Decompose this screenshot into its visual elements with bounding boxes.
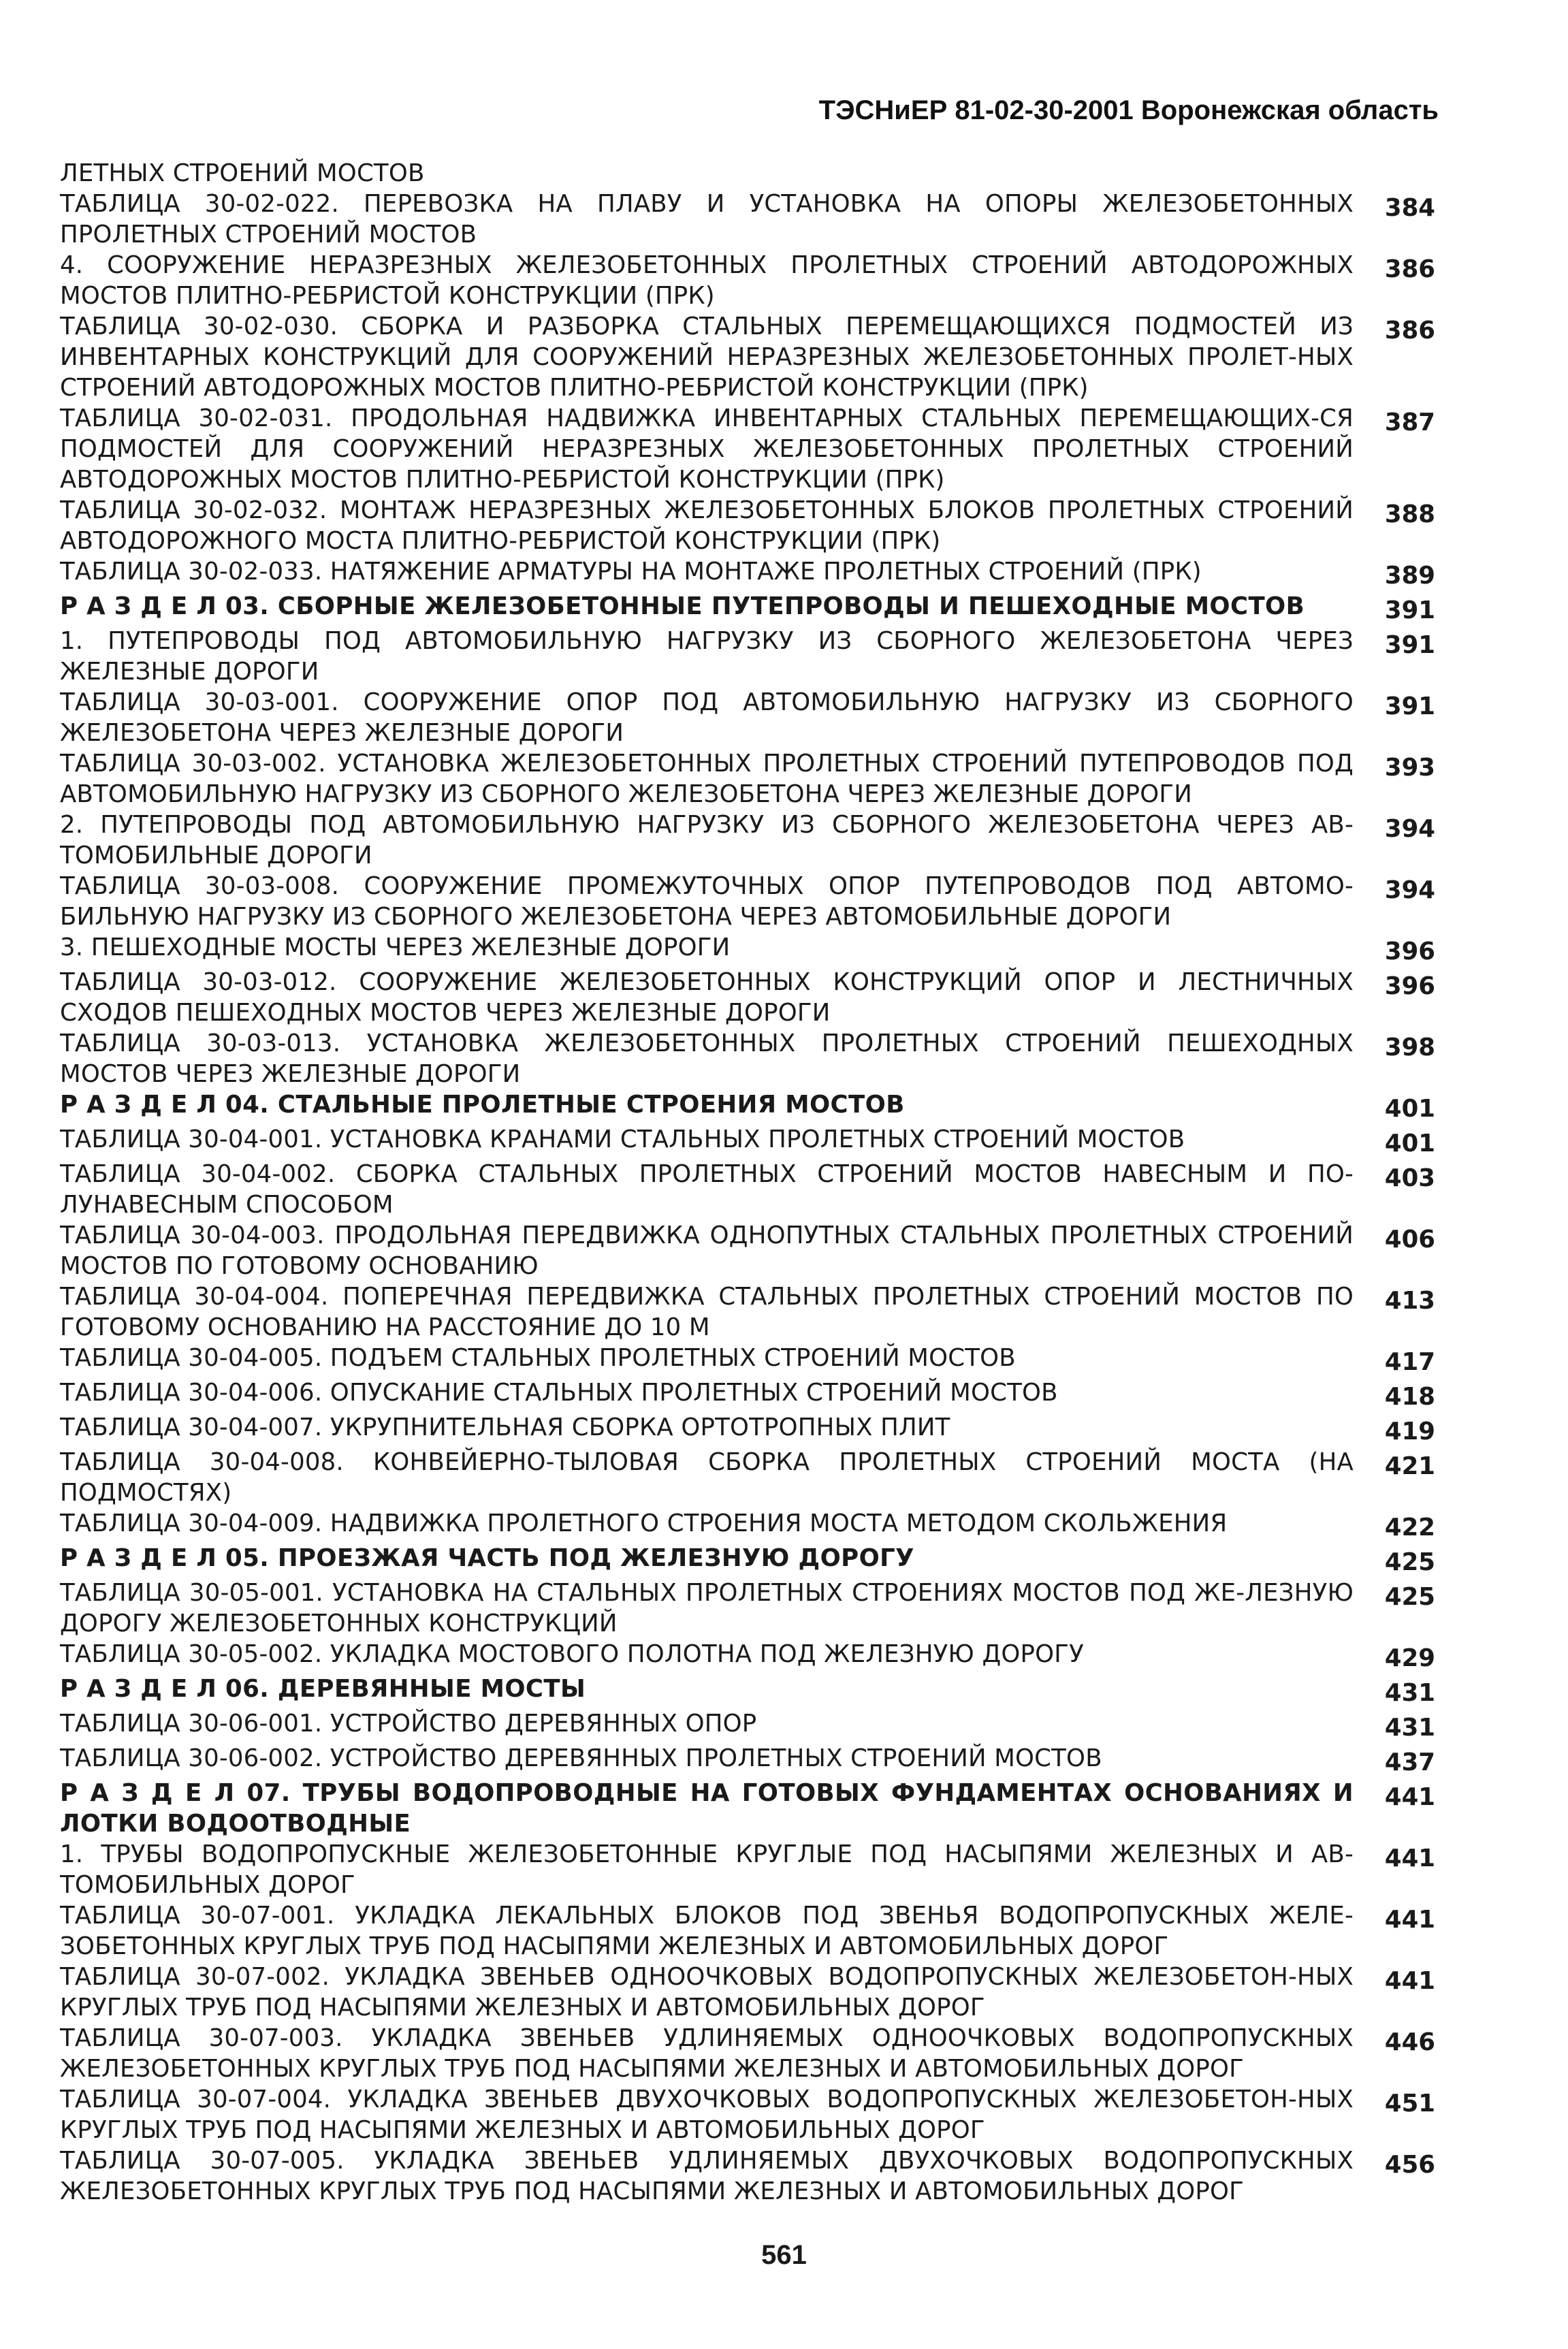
- toc-entry: [60, 967, 1435, 1028]
- toc-entry-page: 425: [1384, 1583, 1435, 1611]
- toc-entry: [60, 626, 1435, 687]
- toc-entry-page: 451: [1384, 2090, 1435, 2118]
- toc-entry-page: 386: [1384, 255, 1435, 283]
- toc-entry: [60, 810, 1435, 871]
- toc-entry: [60, 1508, 1435, 1543]
- toc-entry-title: ТАБЛИЦА 30-03-002. УСТАНОВКА ЖЕЛЕЗОБЕТОННЫХ ПРОЛЕТНЫХ СТРОЕНИЙ ПУТЕПРОВОДОВ ПОД АВТОМОБИЛЬНУЮ НАГРУЗКУ ИЗ СБОРНОГО ЖЕЛЕЗОБЕТОНА ЧЕРЕЗ ЖЕЛЕЗНЫЕ ДОРОГИ: [60, 750, 1354, 808]
- toc-entry: [60, 1839, 1435, 1900]
- toc-section-entry: [60, 1778, 1435, 1839]
- toc-entry-title: ТАБЛИЦА 30-04-008. КОНВЕЙЕРНО-ТЫЛОВАЯ СБОРКА ПРОЛЕТНЫХ СТРОЕНИЙ МОСТА (НА ПОДМОСТЯХ): [60, 1448, 1354, 1507]
- table-of-contents: [60, 158, 1435, 2207]
- toc-entry-title: ТАБЛИЦА 30-04-002. СБОРКА СТАЛЬНЫХ ПРОЛЕТНЫХ СТРОЕНИЙ МОСТОВ НАВЕСНЫМ И ПО-ЛУНАВЕСНЫМ СПОСОБОМ: [60, 1160, 1354, 1219]
- toc-entry-page: 391: [1384, 631, 1435, 659]
- toc-entry-title: ТАБЛИЦА 30-04-005. ПОДЪЕМ СТАЛЬНЫХ ПРОЛЕТНЫХ СТРОЕНИЙ МОСТОВ: [60, 1344, 1016, 1372]
- toc-entry: [60, 871, 1435, 932]
- toc-entry: [60, 1447, 1435, 1508]
- toc-entry-title: ТАБЛИЦА 30-07-003. УКЛАДКА ЗВЕНЬЕВ УДЛИНЯЕМЫХ ОДНООЧКОВЫХ ВОДОПРОПУСКНЫХ ЖЕЛЕЗОБЕТОННЫХ КРУГЛЫХ ТРУБ ПОД НАСЫПЯМИ ЖЕЛЕЗНЫХ И АВТОМОБИЛЬНЫХ ДОРОГ: [60, 2024, 1354, 2083]
- toc-entry: [60, 158, 1435, 189]
- toc-entry: [60, 1962, 1435, 2023]
- page-number: 561: [761, 2240, 807, 2270]
- toc-entry: [60, 1159, 1435, 1220]
- toc-entry: [60, 556, 1435, 591]
- toc-entry: [60, 1377, 1435, 1412]
- document-header: ТЭСНиЕР 81-02-30-2001 Воронежская область: [818, 95, 1439, 125]
- toc-entry-title: ТАБЛИЦА 30-07-002. УКЛАДКА ЗВЕНЬЕВ ОДНООЧКОВЫХ ВОДОПРОПУСКНЫХ ЖЕЛЕЗОБЕТОН-НЫХ КРУГЛЫХ ТРУБ ПОД НАСЫПЯМИ ЖЕЛЕЗНЫХ И АВТОМОБИЛЬНЫХ ДОРОГ: [60, 1963, 1354, 2022]
- toc-entry-title: ТАБЛИЦА 30-03-001. СООРУЖЕНИЕ ОПОР ПОД АВТОМОБИЛЬНУЮ НАГРУЗКУ ИЗ СБОРНОГО ЖЕЛЕЗОБЕТОНА ЧЕРЕЗ ЖЕЛЕЗНЫЕ ДОРОГИ: [60, 688, 1354, 747]
- toc-entry-page: 446: [1384, 2028, 1435, 2056]
- toc-entry-title: 4. СООРУЖЕНИЕ НЕРАЗРЕЗНЫХ ЖЕЛЕЗОБЕТОННЫХ ПРОЛЕТНЫХ СТРОЕНИЙ АВТОДОРОЖНЫХ МОСТОВ ПЛИТНО-РЕБРИСТОЙ КОНСТРУКЦИИ (ПРК): [60, 251, 1354, 310]
- toc-entry: [60, 1639, 1435, 1674]
- toc-entry-page: 441: [1384, 1783, 1435, 1811]
- toc-entry-page: 388: [1384, 500, 1435, 528]
- toc-entry: [60, 932, 1435, 967]
- toc-entry-title: ТАБЛИЦА 30-04-007. УКРУПНИТЕЛЬНАЯ СБОРКА ОРТОТРОПНЫХ ПЛИТ: [60, 1413, 950, 1441]
- toc-entry-page: 394: [1384, 815, 1435, 843]
- toc-entry-page: 413: [1384, 1287, 1435, 1315]
- toc-entry-title: ТАБЛИЦА 30-04-001. УСТАНОВКА КРАНАМИ СТАЛЬНЫХ ПРОЛЕТНЫХ СТРОЕНИЙ МОСТОВ: [60, 1125, 1185, 1153]
- toc-section-entry: [60, 591, 1435, 626]
- toc-entry: [60, 1708, 1435, 1743]
- toc-entry-page: 391: [1384, 692, 1435, 720]
- toc-entry-title: Р А З Д Е Л 04. СТАЛЬНЫЕ ПРОЛЕТНЫЕ СТРОЕНИЯ МОСТОВ: [60, 1091, 905, 1119]
- toc-entry-page: 431: [1384, 1714, 1435, 1742]
- toc-entry-title: Р А З Д Е Л 06. ДЕРЕВЯННЫЕ МОСТЫ: [60, 1675, 586, 1703]
- toc-entry-page: 384: [1384, 194, 1435, 222]
- toc-entry-page: 421: [1384, 1452, 1435, 1480]
- toc-entry-title: ТАБЛИЦА 30-04-004. ПОПЕРЕЧНАЯ ПЕРЕДВИЖКА СТАЛЬНЫХ ПРОЛЕТНЫХ СТРОЕНИЙ МОСТОВ ПО ГОТОВОМУ ОСНОВАНИЮ НА РАССТОЯНИЕ ДО 10 М: [60, 1283, 1354, 1341]
- toc-entry-title: ТАБЛИЦА 30-02-031. ПРОДОЛЬНАЯ НАДВИЖКА ИНВЕНТАРНЫХ СТАЛЬНЫХ ПЕРЕМЕЩАЮЩИХ-СЯ ПОДМОСТЕЙ ДЛЯ СООРУЖЕНИЙ НЕРАЗРЕЗНЫХ ЖЕЛЕЗОБЕТОННЫХ ПРОЛЕТНЫХ СТРОЕНИЙ АВТОДОРОЖНЫХ МОСТОВ ПЛИТНО-РЕБРИСТОЙ КОНСТРУКЦИИ (ПРК): [60, 404, 1354, 494]
- toc-entry-title: Р А З Д Е Л 07. ТРУБЫ ВОДОПРОВОДНЫЕ НА ГОТОВЫХ ФУНДАМЕНТАХ ОСНОВАНИЯХ И ЛОТКИ ВОДООТВОДНЫЕ: [60, 1779, 1354, 1838]
- toc-entry: [60, 1343, 1435, 1377]
- toc-entry-title: ТАБЛИЦА 30-03-008. СООРУЖЕНИЕ ПРОМЕЖУТОЧНЫХ ОПОР ПУТЕПРОВОДОВ ПОД АВТОМО-БИЛЬНУЮ НАГРУЗКУ ИЗ СБОРНОГО ЖЕЛЕЗОБЕТОНА ЧЕРЕЗ АВТОМОБИЛЬНЫЕ ДОРОГИ: [60, 872, 1354, 931]
- toc-entry: [60, 250, 1435, 311]
- toc-entry-title: ТАБЛИЦА 30-02-022. ПЕРЕВОЗКА НА ПЛАВУ И УСТАНОВКА НА ОПОРЫ ЖЕЛЕЗОБЕТОННЫХ ПРОЛЕТНЫХ СТРОЕНИЙ МОСТОВ: [60, 190, 1354, 249]
- toc-entry: [60, 189, 1435, 250]
- toc-entry-page: 401: [1384, 1130, 1435, 1157]
- toc-entry: [60, 2145, 1435, 2207]
- toc-entry-page: 419: [1384, 1418, 1435, 1445]
- toc-entry-title: Р А З Д Е Л 03. СБОРНЫЕ ЖЕЛЕЗОБЕТОННЫЕ ПУТЕПРОВОДЫ И ПЕШЕХОДНЫЕ МОСТОВ: [60, 592, 1305, 620]
- toc-section-entry: [60, 1543, 1435, 1578]
- toc-entry-title: ТАБЛИЦА 30-07-001. УКЛАДКА ЛЕКАЛЬНЫХ БЛОКОВ ПОД ЗВЕНЬЯ ВОДОПРОПУСКНЫХ ЖЕЛЕ-ЗОБЕТОННЫХ КРУГЛЫХ ТРУБ ПОД НАСЫПЯМИ ЖЕЛЕЗНЫХ И АВТОМОБИЛЬНЫХ ДОРОГ: [60, 1902, 1354, 1960]
- toc-entry: [60, 1124, 1435, 1159]
- toc-entry-title: ТАБЛИЦА 30-02-030. СБОРКА И РАЗБОРКА СТАЛЬНЫХ ПЕРЕМЕЩАЮЩИХСЯ ПОДМОСТЕЙ ИЗ ИНВЕНТАРНЫХ КОНСТРУКЦИЙ ДЛЯ СООРУЖЕНИЙ НЕРАЗРЕЗНЫХ ЖЕЛЕЗОБЕТОННЫХ ПРОЛЕТ-НЫХ СТРОЕНИЙ АВТОДОРОЖНЫХ МОСТОВ ПЛИТНО-РЕБРИСТОЙ КОНСТРУКЦИИ (ПРК): [60, 313, 1354, 402]
- toc-entry-page: 456: [1384, 2151, 1435, 2179]
- toc-entry-page: 441: [1384, 1967, 1435, 1995]
- toc-entry-page: 393: [1384, 754, 1435, 782]
- toc-entry: [60, 495, 1435, 556]
- toc-entry-page: 401: [1384, 1095, 1435, 1123]
- toc-entry: [60, 2084, 1435, 2145]
- toc-entry-title: ТАБЛИЦА 30-04-009. НАДВИЖКА ПРОЛЕТНОГО СТРОЕНИЯ МОСТА МЕТОДОМ СКОЛЬЖЕНИЯ: [60, 1509, 1228, 1537]
- toc-entry-page: 396: [1384, 972, 1435, 1000]
- toc-entry-page: 429: [1384, 1644, 1435, 1672]
- toc-entry-page: 422: [1384, 1514, 1435, 1541]
- toc-entry-title: ТАБЛИЦА 30-02-032. МОНТАЖ НЕРАЗРЕЗНЫХ ЖЕЛЕЗОБЕТОННЫХ БЛОКОВ ПРОЛЕТНЫХ СТРОЕНИЙ АВТОДОРОЖНОГО МОСТА ПЛИТНО-РЕБРИСТОЙ КОНСТРУКЦИИ (ПРК): [60, 496, 1354, 555]
- toc-entry-title: 3. ПЕШЕХОДНЫЕ МОСТЫ ЧЕРЕЗ ЖЕЛЕЗНЫЕ ДОРОГИ: [60, 933, 731, 961]
- toc-entry-title: ЛЕТНЫХ СТРОЕНИЙ МОСТОВ: [60, 159, 425, 187]
- toc-entry-title: ТАБЛИЦА 30-07-005. УКЛАДКА ЗВЕНЬЕВ УДЛИНЯЕМЫХ ДВУХОЧКОВЫХ ВОДОПРОПУСКНЫХ ЖЕЛЕЗОБЕТОННЫХ КРУГЛЫХ ТРУБ ПОД НАСЫПЯМИ ЖЕЛЕЗНЫХ И АВТОМОБИЛЬНЫХ ДОРОГ: [60, 2147, 1354, 2205]
- toc-entry-title: 2. ПУТЕПРОВОДЫ ПОД АВТОМОБИЛЬНУЮ НАГРУЗКУ ИЗ СБОРНОГО ЖЕЛЕЗОБЕТОНА ЧЕРЕЗ АВ-ТОМОБИЛЬНЫЕ ДОРОГИ: [60, 811, 1354, 869]
- toc-section-entry: [60, 1089, 1435, 1124]
- toc-entry: [60, 1220, 1435, 1281]
- toc-entry-title: ТАБЛИЦА 30-06-001. УСТРОЙСТВО ДЕРЕВЯННЫХ ОПОР: [60, 1710, 757, 1738]
- toc-entry-page: 394: [1384, 876, 1435, 904]
- toc-entry-title: ТАБЛИЦА 30-04-003. ПРОДОЛЬНАЯ ПЕРЕДВИЖКА ОДНОПУТНЫХ СТАЛЬНЫХ ПРОЛЕТНЫХ СТРОЕНИЙ МОСТОВ ПО ГОТОВОМУ ОСНОВАНИЮ: [60, 1221, 1354, 1280]
- toc-entry-page: 406: [1384, 1226, 1435, 1253]
- toc-entry: [60, 1281, 1435, 1343]
- toc-entry-title: ТАБЛИЦА 30-04-006. ОПУСКАНИЕ СТАЛЬНЫХ ПРОЛЕТНЫХ СТРОЕНИЙ МОСТОВ: [60, 1379, 1058, 1407]
- toc-entry-page: 417: [1384, 1348, 1435, 1376]
- toc-entry: [60, 1578, 1435, 1639]
- toc-entry-title: 1. ПУТЕПРОВОДЫ ПОД АВТОМОБИЛЬНУЮ НАГРУЗКУ ИЗ СБОРНОГО ЖЕЛЕЗОБЕТОНА ЧЕРЕЗ ЖЕЛЕЗНЫЕ ДОРОГИ: [60, 627, 1354, 686]
- toc-entry-page: 441: [1384, 1844, 1435, 1872]
- toc-entry-page: 403: [1384, 1164, 1435, 1192]
- toc-entry-title: ТАБЛИЦА 30-03-013. УСТАНОВКА ЖЕЛЕЗОБЕТОННЫХ ПРОЛЕТНЫХ СТРОЕНИЙ ПЕШЕХОДНЫХ МОСТОВ ЧЕРЕЗ ЖЕЛЕЗНЫЕ ДОРОГИ: [60, 1029, 1354, 1088]
- toc-entry: [60, 1028, 1435, 1089]
- toc-entry-title: Р А З Д Е Л 05. ПРОЕЗЖАЯ ЧАСТЬ ПОД ЖЕЛЕЗНУЮ ДОРОГУ: [60, 1544, 914, 1572]
- toc-entry-page: 398: [1384, 1034, 1435, 1061]
- toc-entry-title: ТАБЛИЦА 30-07-004. УКЛАДКА ЗВЕНЬЕВ ДВУХОЧКОВЫХ ВОДОПРОПУСКНЫХ ЖЕЛЕЗОБЕТОН-НЫХ КРУГЛЫХ ТРУБ ПОД НАСЫПЯМИ ЖЕЛЕЗНЫХ И АВТОМОБИЛЬНЫХ ДОРОГ: [60, 2086, 1354, 2144]
- toc-entry-page: 391: [1384, 596, 1435, 624]
- toc-entry-title: ТАБЛИЦА 30-02-033. НАТЯЖЕНИЕ АРМАТУРЫ НА МОНТАЖЕ ПРОЛЕТНЫХ СТРОЕНИЙ (ПРК): [60, 558, 1202, 586]
- toc-entry: [60, 311, 1435, 403]
- toc-entry-title: ТАБЛИЦА 30-05-001. УСТАНОВКА НА СТАЛЬНЫХ ПРОЛЕТНЫХ СТРОЕНИЯХ МОСТОВ ПОД ЖЕ-ЛЕЗНУЮ ДОРОГУ ЖЕЛЕЗОБЕТОННЫХ КОНСТРУКЦИЙ: [60, 1579, 1354, 1637]
- toc-entry: [60, 1743, 1435, 1778]
- toc-entry-page: 386: [1384, 317, 1435, 345]
- toc-entry-page: 418: [1384, 1383, 1435, 1411]
- toc-entry-page: 437: [1384, 1748, 1435, 1776]
- toc-entry-page: 431: [1384, 1679, 1435, 1707]
- toc-entry-title: ТАБЛИЦА 30-05-002. УКЛАДКА МОСТОВОГО ПОЛОТНА ПОД ЖЕЛЕЗНУЮ ДОРОГУ: [60, 1640, 1084, 1668]
- toc-entry-title: ТАБЛИЦА 30-03-012. СООРУЖЕНИЕ ЖЕЛЕЗОБЕТОННЫХ КОНСТРУКЦИЙ ОПОР И ЛЕСТНИЧНЫХ СХОДОВ ПЕШЕХОДНЫХ МОСТОВ ЧЕРЕЗ ЖЕЛЕЗНЫЕ ДОРОГИ: [60, 968, 1354, 1027]
- toc-entry-page: 441: [1384, 1906, 1435, 1934]
- toc-entry: [60, 403, 1435, 495]
- toc-entry-page: 389: [1384, 562, 1435, 590]
- toc-section-entry: [60, 1674, 1435, 1708]
- toc-entry: [60, 1900, 1435, 1962]
- toc-entry: [60, 748, 1435, 810]
- toc-entry-title: 1. ТРУБЫ ВОДОПРОПУСКНЫЕ ЖЕЛЕЗОБЕТОННЫЕ КРУГЛЫЕ ПОД НАСЫПЯМИ ЖЕЛЕЗНЫХ И АВ-ТОМОБИЛЬНЫХ ДОРОГ: [60, 1840, 1354, 1899]
- toc-entry-page: 396: [1384, 938, 1435, 965]
- toc-entry-page: 425: [1384, 1548, 1435, 1576]
- toc-entry-title: ТАБЛИЦА 30-06-002. УСТРОЙСТВО ДЕРЕВЯННЫХ ПРОЛЕТНЫХ СТРОЕНИЙ МОСТОВ: [60, 1744, 1102, 1772]
- toc-entry-page: 387: [1384, 409, 1435, 436]
- toc-entry: [60, 1412, 1435, 1447]
- toc-entry: [60, 2023, 1435, 2084]
- toc-entry: [60, 687, 1435, 748]
